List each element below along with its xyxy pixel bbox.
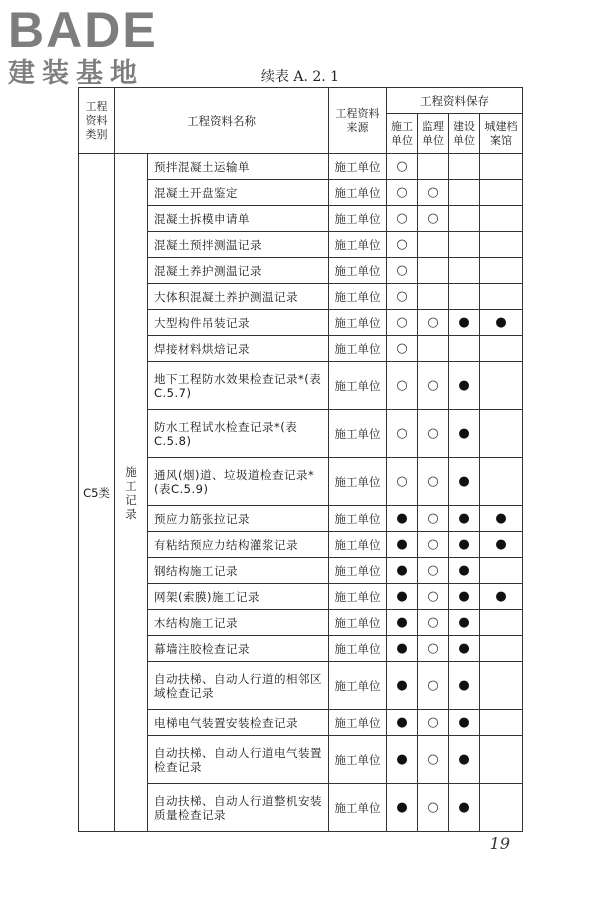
empty-cell	[480, 636, 523, 662]
hollow-circle-mark: ○	[418, 206, 449, 232]
hollow-circle-mark: ○	[387, 410, 418, 458]
filled-circle-mark: ●	[480, 310, 523, 336]
filled-circle-mark: ●	[449, 310, 480, 336]
empty-cell	[418, 284, 449, 310]
empty-cell	[418, 154, 449, 180]
hollow-circle-mark: ○	[418, 458, 449, 506]
record-source: 施工单位	[329, 154, 387, 180]
hollow-circle-mark: ○	[387, 310, 418, 336]
table-row	[79, 154, 523, 180]
hollow-circle-mark: ○	[387, 180, 418, 206]
record-name: 幕墙注胶检查记录	[148, 636, 329, 662]
empty-cell	[480, 710, 523, 736]
hollow-circle-mark: ○	[418, 710, 449, 736]
header-storage: 工程资料保存	[387, 88, 523, 114]
header-storage-col: 城建档案馆	[480, 114, 523, 154]
logo-subtitle: 建装基地	[8, 58, 144, 89]
empty-cell	[418, 258, 449, 284]
record-name: 网架(索膜)施工记录	[148, 584, 329, 610]
record-source: 施工单位	[329, 232, 387, 258]
empty-cell	[418, 336, 449, 362]
filled-circle-mark: ●	[387, 532, 418, 558]
header-source: 工程资料来源	[329, 88, 387, 154]
record-source: 施工单位	[329, 662, 387, 710]
empty-cell	[449, 284, 480, 310]
filled-circle-mark: ●	[449, 532, 480, 558]
filled-circle-mark: ●	[387, 558, 418, 584]
filled-circle-mark: ●	[449, 558, 480, 584]
filled-circle-mark: ●	[449, 636, 480, 662]
record-name: 防水工程试水检查记录*(表C.5.8)	[148, 410, 329, 458]
record-source: 施工单位	[329, 584, 387, 610]
record-source: 施工单位	[329, 558, 387, 584]
empty-cell	[480, 180, 523, 206]
table-body	[79, 154, 523, 832]
filled-circle-mark: ●	[387, 736, 418, 784]
filled-circle-mark: ●	[480, 584, 523, 610]
record-name: 电梯电气装置安装检查记录	[148, 710, 329, 736]
header-storage-col: 监理单位	[418, 114, 449, 154]
filled-circle-mark: ●	[449, 784, 480, 832]
hollow-circle-mark: ○	[387, 458, 418, 506]
hollow-circle-mark: ○	[418, 410, 449, 458]
empty-cell	[480, 736, 523, 784]
record-source: 施工单位	[329, 410, 387, 458]
empty-cell	[418, 232, 449, 258]
empty-cell	[480, 410, 523, 458]
empty-cell	[449, 154, 480, 180]
record-name: 钢结构施工记录	[148, 558, 329, 584]
filled-circle-mark: ●	[387, 662, 418, 710]
record-source: 施工单位	[329, 736, 387, 784]
empty-cell	[449, 180, 480, 206]
record-name: 大体积混凝土养护测温记录	[148, 284, 329, 310]
empty-cell	[480, 336, 523, 362]
filled-circle-mark: ●	[480, 532, 523, 558]
hollow-circle-mark: ○	[387, 284, 418, 310]
hollow-circle-mark: ○	[418, 736, 449, 784]
hollow-circle-mark: ○	[418, 784, 449, 832]
category-sub: 施工记录	[115, 154, 148, 832]
record-source: 施工单位	[329, 532, 387, 558]
logo-wordmark: BADE	[8, 2, 158, 58]
filled-circle-mark: ●	[387, 710, 418, 736]
record-name: 有粘结预应力结构灌浆记录	[148, 532, 329, 558]
header-storage-col: 建设单位	[449, 114, 480, 154]
record-name: 混凝土养护测温记录	[148, 258, 329, 284]
empty-cell	[480, 784, 523, 832]
hollow-circle-mark: ○	[418, 310, 449, 336]
record-name: 自动扶梯、自动人行道整机安装质量检查记录	[148, 784, 329, 832]
page-number: 19	[489, 834, 510, 853]
record-source: 施工单位	[329, 180, 387, 206]
record-name: 自动扶梯、自动人行道电气装置检查记录	[148, 736, 329, 784]
empty-cell	[449, 336, 480, 362]
filled-circle-mark: ●	[387, 784, 418, 832]
hollow-circle-mark: ○	[387, 206, 418, 232]
record-name: 混凝土开盘鉴定	[148, 180, 329, 206]
empty-cell	[480, 458, 523, 506]
hollow-circle-mark: ○	[387, 232, 418, 258]
record-name: 通风(烟)道、垃圾道检查记录*(表C.5.9)	[148, 458, 329, 506]
header-category: 工程资料类别	[79, 88, 115, 154]
record-source: 施工单位	[329, 784, 387, 832]
filled-circle-mark: ●	[387, 636, 418, 662]
filled-circle-mark: ●	[449, 610, 480, 636]
hollow-circle-mark: ○	[387, 154, 418, 180]
empty-cell	[449, 206, 480, 232]
empty-cell	[480, 232, 523, 258]
empty-cell	[449, 232, 480, 258]
empty-cell	[480, 284, 523, 310]
filled-circle-mark: ●	[449, 362, 480, 410]
hollow-circle-mark: ○	[418, 662, 449, 710]
filled-circle-mark: ●	[449, 662, 480, 710]
header-storage-col: 施工单位	[387, 114, 418, 154]
filled-circle-mark: ●	[387, 506, 418, 532]
hollow-circle-mark: ○	[418, 506, 449, 532]
record-source: 施工单位	[329, 636, 387, 662]
hollow-circle-mark: ○	[418, 532, 449, 558]
empty-cell	[449, 258, 480, 284]
empty-cell	[480, 258, 523, 284]
record-source: 施工单位	[329, 206, 387, 232]
record-source: 施工单位	[329, 310, 387, 336]
hollow-circle-mark: ○	[387, 258, 418, 284]
empty-cell	[480, 154, 523, 180]
filled-circle-mark: ●	[449, 736, 480, 784]
record-name: 混凝土预拌测温记录	[148, 232, 329, 258]
empty-cell	[480, 662, 523, 710]
record-source: 施工单位	[329, 710, 387, 736]
empty-cell	[480, 206, 523, 232]
filled-circle-mark: ●	[449, 584, 480, 610]
hollow-circle-mark: ○	[418, 362, 449, 410]
filled-circle-mark: ●	[449, 710, 480, 736]
filled-circle-mark: ●	[449, 410, 480, 458]
filled-circle-mark: ●	[449, 458, 480, 506]
empty-cell	[480, 610, 523, 636]
record-name: 焊接材料烘焙记录	[148, 336, 329, 362]
empty-cell	[480, 362, 523, 410]
record-name: 大型构件吊装记录	[148, 310, 329, 336]
filled-circle-mark: ●	[480, 506, 523, 532]
records-table	[78, 87, 523, 832]
filled-circle-mark: ●	[387, 610, 418, 636]
header-name: 工程资料名称	[115, 88, 329, 154]
record-name: 地下工程防水效果检查记录*(表C.5.7)	[148, 362, 329, 410]
record-source: 施工单位	[329, 506, 387, 532]
record-source: 施工单位	[329, 362, 387, 410]
record-source: 施工单位	[329, 336, 387, 362]
hollow-circle-mark: ○	[387, 336, 418, 362]
filled-circle-mark: ●	[449, 506, 480, 532]
hollow-circle-mark: ○	[418, 180, 449, 206]
record-name: 混凝土拆模申请单	[148, 206, 329, 232]
hollow-circle-mark: ○	[418, 558, 449, 584]
category-class: C5类	[79, 154, 115, 832]
hollow-circle-mark: ○	[418, 636, 449, 662]
hollow-circle-mark: ○	[418, 610, 449, 636]
hollow-circle-mark: ○	[418, 584, 449, 610]
record-source: 施工单位	[329, 284, 387, 310]
record-name: 自动扶梯、自动人行道的相邻区域检查记录	[148, 662, 329, 710]
record-source: 施工单位	[329, 258, 387, 284]
filled-circle-mark: ●	[387, 584, 418, 610]
record-name: 预拌混凝土运输单	[148, 154, 329, 180]
record-source: 施工单位	[329, 458, 387, 506]
record-name: 预应力筋张拉记录	[148, 506, 329, 532]
empty-cell	[480, 558, 523, 584]
hollow-circle-mark: ○	[387, 362, 418, 410]
record-name: 木结构施工记录	[148, 610, 329, 636]
record-source: 施工单位	[329, 610, 387, 636]
table-caption: 续表 A. 2. 1	[260, 69, 340, 85]
